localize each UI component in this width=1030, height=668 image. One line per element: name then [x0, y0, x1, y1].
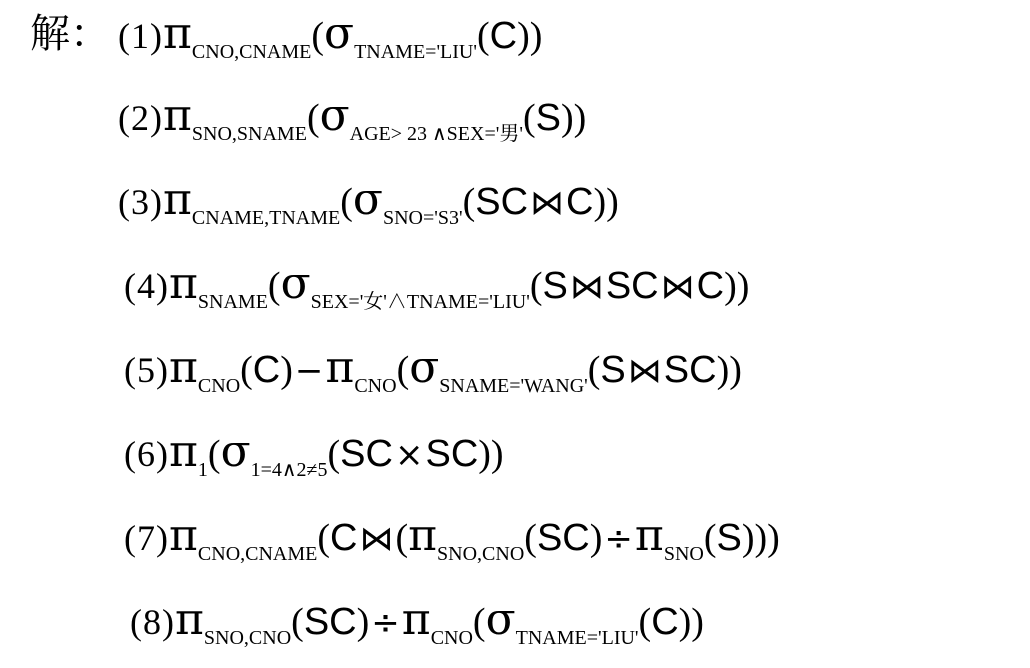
operator-symbol: π [168, 342, 198, 393]
relation-name: SC [605, 265, 659, 307]
subscript-condition: SNO,CNO [203, 627, 292, 649]
operator-symbol: π [174, 594, 204, 645]
subscript-condition: 1 [197, 459, 208, 481]
parenthesis: ( [462, 181, 476, 223]
formula-line [124, 506, 780, 584]
formula-index: (3) [118, 182, 163, 222]
parenthesis: ( [476, 15, 490, 57]
parenthesis: )) [560, 97, 587, 139]
subscript-condition: TNAME='LIU' [515, 627, 639, 649]
parenthesis: ( [703, 517, 717, 559]
relation-name: SC [425, 433, 479, 475]
formula-line [124, 422, 504, 500]
operator-symbol: σ [220, 426, 251, 477]
operator-symbol: π [634, 510, 664, 561]
parenthesis: )) [517, 15, 543, 57]
set-operator: ÷ [371, 603, 400, 643]
relation-name: C [566, 181, 594, 223]
formula-line [130, 590, 704, 668]
subscript-condition: CNO [430, 627, 473, 649]
operator-symbol: π [325, 342, 355, 393]
formula-line [118, 86, 586, 164]
operator-symbol: π [168, 510, 198, 561]
set-operator: ÷ [604, 519, 633, 559]
subscript-condition: SNO [663, 543, 704, 565]
parenthesis: ( [638, 601, 652, 643]
subscript-condition: SNO,SNAME [191, 123, 307, 145]
operator-symbol: σ [409, 342, 440, 393]
parenthesis: ( [524, 517, 537, 559]
parenthesis: ( [311, 15, 325, 57]
operator-symbol: π [162, 90, 192, 141]
formula-line [118, 4, 542, 82]
formula-line [118, 170, 619, 248]
parenthesis: ( [396, 349, 410, 391]
operator-symbol: σ [352, 174, 383, 225]
parenthesis: ) [589, 517, 603, 559]
parenthesis: ( [472, 601, 486, 643]
parenthesis: )) [678, 601, 704, 643]
subscript-condition: CNO [197, 375, 241, 397]
formula-index: (6) [124, 434, 169, 474]
parenthesis: ( [529, 265, 543, 307]
relation-name: SC [536, 517, 590, 559]
parenthesis: )) [716, 349, 742, 391]
relation-name: C [330, 517, 358, 559]
subscript-condition: CNO [354, 375, 397, 397]
parenthesis: ( [587, 349, 601, 391]
formula-index: (1) [118, 16, 163, 56]
operator-symbol: π [168, 426, 198, 477]
parenthesis: ))) [741, 517, 780, 559]
relation-name: SC [340, 433, 393, 475]
operator-symbol: π [401, 594, 431, 645]
subscript-condition: AGE> 23 ∧SEX='男' [349, 123, 523, 145]
operator-symbol: σ [319, 90, 350, 141]
relation-name: SC [303, 601, 357, 643]
subscript-condition: SEX='女'∧TNAME='LIU' [310, 291, 530, 313]
relation-name: S [535, 97, 561, 139]
set-operator: ⋈ [530, 183, 565, 223]
parenthesis: ( [207, 433, 221, 475]
operator-symbol: π [408, 510, 438, 561]
set-operator: ⋈ [359, 519, 394, 559]
operator-symbol: σ [324, 8, 355, 59]
parenthesis: ( [340, 181, 353, 223]
set-operator: − [294, 351, 324, 391]
relation-name: C [651, 601, 679, 643]
operator-symbol: σ [485, 594, 516, 645]
parenthesis: ) [356, 601, 370, 643]
relation-name: S [716, 517, 742, 559]
parenthesis: )) [724, 265, 750, 307]
parenthesis: ) [280, 349, 293, 391]
formula-index: (8) [130, 602, 175, 642]
subscript-condition: CNO,CNAME [197, 543, 318, 565]
relation-name: SC [663, 349, 717, 391]
relation-name: S [600, 349, 626, 391]
operator-symbol: π [162, 8, 192, 59]
subscript-condition: SNO='S3' [382, 207, 463, 229]
operator-symbol: π [168, 258, 198, 309]
formula-line [124, 338, 742, 416]
subscript-condition: SNAME [197, 291, 268, 313]
solution-label: 解： [30, 11, 110, 57]
subscript-condition: CNO,CNAME [191, 41, 312, 63]
subscript-condition: SNO,CNO [437, 543, 525, 565]
relation-name: C [489, 15, 518, 57]
parenthesis: ( [317, 517, 331, 559]
parenthesis: ( [522, 97, 536, 139]
parenthesis: ( [267, 265, 281, 307]
relation-name: C [696, 265, 725, 307]
formula-line [124, 254, 749, 332]
subscript-condition: CNAME,TNAME [191, 207, 341, 229]
relation-name: SC [475, 181, 529, 223]
relation-name: S [542, 265, 568, 307]
parenthesis: ( [327, 433, 341, 475]
relation-name: C [252, 349, 281, 391]
operator-symbol: σ [280, 258, 311, 309]
operator-symbol: π [162, 174, 192, 225]
formula-index: (7) [124, 518, 169, 558]
parenthesis: ( [240, 349, 253, 391]
parenthesis: ( [395, 517, 409, 559]
parenthesis: )) [478, 433, 504, 475]
subscript-condition: SNAME='WANG' [439, 375, 588, 397]
formula-index: (4) [124, 266, 169, 306]
set-operator: × [394, 435, 424, 475]
parenthesis: )) [593, 181, 619, 223]
parenthesis: ( [291, 601, 304, 643]
set-operator: ⋈ [569, 267, 604, 307]
formula-index: (2) [118, 98, 163, 138]
formula-index: (5) [124, 350, 169, 390]
subscript-condition: TNAME='LIU' [354, 41, 477, 63]
set-operator: ⋈ [660, 267, 695, 307]
subscript-condition: 1=4∧2≠5 [250, 459, 328, 481]
set-operator: ⋈ [627, 351, 662, 391]
parenthesis: ( [306, 97, 320, 139]
